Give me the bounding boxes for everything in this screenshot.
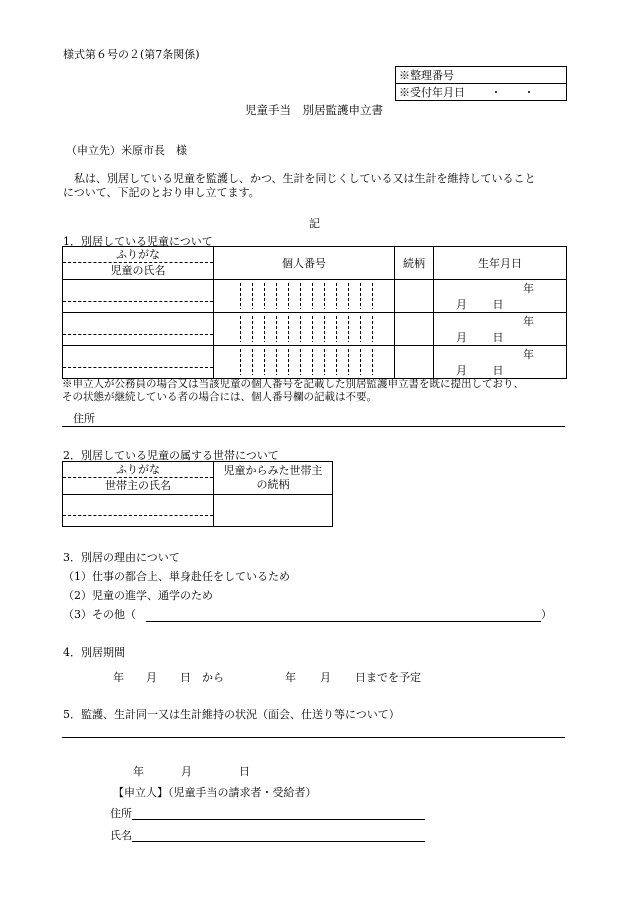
applicant-name-label: 氏名: [110, 829, 132, 842]
period-end-year: 年: [285, 671, 296, 684]
children-table: [62, 246, 567, 379]
office-box-row2-dots: ・ ・: [490, 86, 535, 99]
period-start-year: 年: [113, 671, 124, 684]
section2-heading: 2．別居している児童の属する世帯について: [63, 449, 279, 462]
office-box-row2: [396, 84, 567, 101]
birth-month: 月: [456, 364, 467, 377]
child-relation-cell[interactable]: [395, 280, 434, 313]
applicant-address-line[interactable]: [132, 819, 425, 820]
applicant-heading: 【申立人】（児童手当の請求者・受給者）: [113, 786, 317, 799]
child-birth-cell[interactable]: [434, 280, 567, 313]
household-header-furigana: ふりがな: [116, 462, 160, 476]
children-row-2: [63, 313, 567, 346]
office-box-row1: ※整理番号: [396, 67, 567, 84]
children-header-number: 個人番号: [214, 247, 395, 280]
child-birth-cell[interactable]: [434, 346, 567, 379]
office-box-row2-label: ※受付年月日: [399, 86, 465, 99]
period-end-month: 月: [320, 671, 331, 684]
children-header-birth: 生年月日: [434, 247, 567, 280]
birth-year: 年: [523, 282, 534, 295]
child-number-cell[interactable]: [214, 346, 395, 379]
intro-line1: 私は、別居している児童を監護し、かつ、生計を同じくしている又は生計を維持していること: [74, 172, 536, 185]
number-digit-guides: [229, 349, 382, 375]
period-start-day: 日 から: [180, 671, 224, 684]
children-row-3: [63, 346, 567, 379]
addressee: （申立先）米原市長 様: [66, 144, 187, 157]
children-header-furigana: ふりがな: [116, 247, 160, 261]
reason-option-1[interactable]: （1）仕事の都合上、単身赴任をしているため: [63, 570, 290, 583]
household-header-relation: [214, 462, 333, 495]
child-name-cell[interactable]: [63, 280, 214, 313]
section4-heading: 4．別居期間: [63, 646, 125, 659]
period-start-month: 月: [146, 671, 157, 684]
children-header-name-cell: [63, 247, 214, 280]
child-name-cell[interactable]: [63, 346, 214, 379]
household-head-name-cell[interactable]: [63, 495, 214, 527]
reason-option-3[interactable]: （3）その他（: [63, 608, 136, 621]
number-digit-guides: [229, 283, 382, 309]
household-header-name-cell: [63, 462, 214, 495]
child-birth-cell[interactable]: [434, 313, 567, 346]
footer-month: 月: [181, 765, 192, 778]
applicant-address-label: 住所: [110, 807, 132, 820]
birth-year: 年: [523, 348, 534, 361]
office-use-box: [395, 66, 567, 101]
birth-day: 日: [492, 298, 504, 311]
household-header-relation-line1: 児童からみた世帯主: [223, 464, 323, 477]
child-name-cell[interactable]: [63, 313, 214, 346]
household-header-relation-line2: の続柄: [256, 478, 290, 491]
birth-month: 月: [456, 331, 467, 344]
form-id: 様式第６号の２(第7条関係): [63, 48, 200, 61]
household-header-name: 世帯主の氏名: [63, 477, 213, 494]
period-end-day: 日までを予定: [355, 671, 421, 684]
intro-line2: について、下記のとおり申し立てます。: [63, 186, 260, 199]
applicant-name-line[interactable]: [132, 841, 425, 842]
children-header-name: 児童の氏名: [63, 262, 213, 279]
reason-option-2[interactable]: （2）児童の進学、通学のため: [63, 589, 213, 602]
child-number-cell[interactable]: [214, 313, 395, 346]
reason-other-line[interactable]: [146, 621, 541, 622]
birth-day: 日: [492, 331, 504, 344]
footer-year: 年: [133, 765, 144, 778]
page-title: 児童手当 別居監護申立書: [245, 103, 383, 117]
child-number-cell[interactable]: [214, 280, 395, 313]
section1-address-label: 住所: [73, 412, 95, 425]
children-row-1: [63, 280, 567, 313]
reason-option-3-close: ）: [541, 608, 552, 621]
footer-day: 日: [239, 765, 250, 778]
section5-line[interactable]: [62, 737, 565, 738]
household-head-relation-cell[interactable]: [214, 495, 333, 527]
section5-heading: 5．監護、生計同一又は生計維持の状況（面会、仕送り等について）: [63, 708, 400, 721]
birth-month: 月: [456, 298, 467, 311]
birth-day: 日: [492, 364, 504, 377]
section1-heading: 1．別居している児童について: [63, 235, 213, 248]
children-header-relation: 続柄: [395, 247, 434, 280]
section1-note-line2: その状態が継続している者の場合には、個人番号欄の記載は不要。: [62, 391, 377, 403]
child-relation-cell[interactable]: [395, 346, 434, 379]
household-table: [62, 461, 333, 527]
section1-address-line[interactable]: [62, 426, 565, 427]
birth-year: 年: [523, 315, 534, 328]
section3-heading: 3．別居の理由について: [63, 551, 180, 564]
child-relation-cell[interactable]: [395, 313, 434, 346]
section1-note-line1: ※申立人が公務員の場合又は当該児童の個人番号を記載した別居監護申立書を既に提出しており、: [62, 378, 524, 390]
ki-label: 記: [309, 217, 320, 230]
number-digit-guides: [229, 316, 382, 342]
